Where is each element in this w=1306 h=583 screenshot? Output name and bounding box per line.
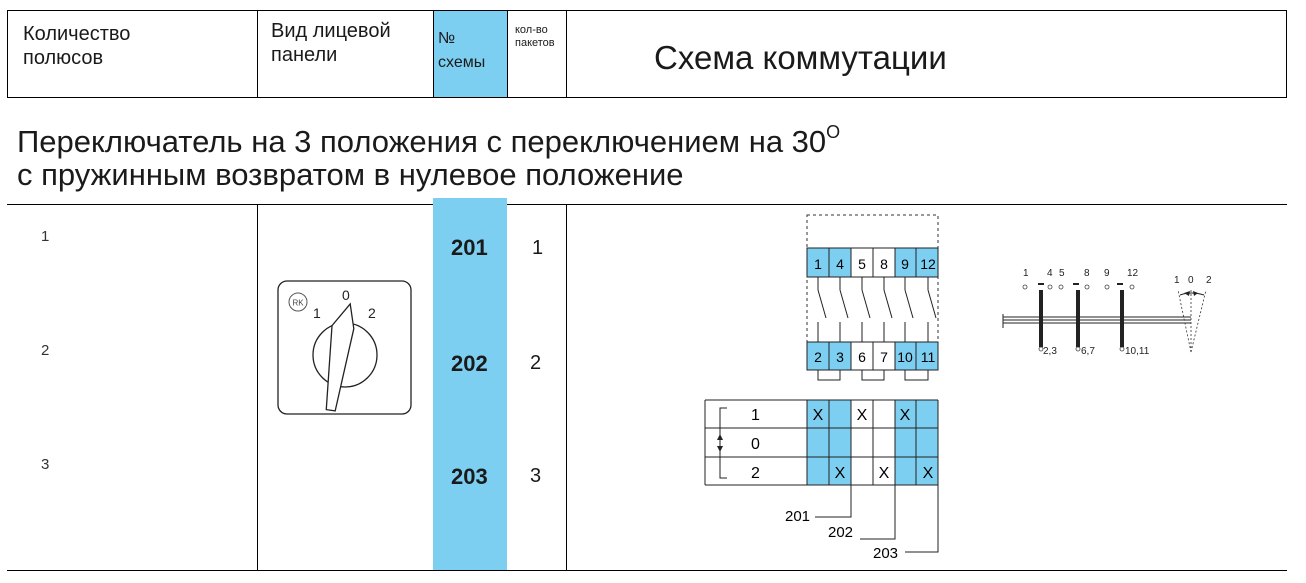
terminal-bottom-2: 3: [836, 349, 844, 365]
switching-diagram: [700, 210, 960, 570]
side-top-8: 8: [1084, 268, 1090, 279]
header-packets: кол-во пакетов: [515, 24, 555, 49]
terminal-bottom-1: 2: [814, 349, 822, 365]
terminal-top-4: 8: [880, 256, 888, 272]
terminal-top-6: 12: [920, 256, 936, 272]
cam-diagram: [998, 262, 1238, 372]
position-0-label: 0: [751, 436, 760, 453]
panel-logo: RK: [292, 298, 304, 308]
header-switching: Схема коммутации: [654, 39, 947, 76]
side-top-5: 5: [1059, 268, 1065, 279]
switch-title-line1: Переключатель на 3 положения с переключением на $30^O$: [17, 122, 841, 159]
panel-pos-center: 0: [342, 287, 350, 303]
side-top-4: 4: [1047, 268, 1053, 279]
mark-r2-c2: X: [834, 465, 846, 482]
legend-202: 202: [828, 524, 854, 541]
legend-203: 203: [873, 545, 899, 562]
side-top-9: 9: [1104, 268, 1110, 279]
degree-sign: O: [826, 122, 841, 142]
mark-r2-c6: X: [922, 465, 934, 482]
top-terminals: [807, 248, 938, 277]
header-poles: Количество полюсов: [23, 23, 131, 69]
terminal-top-5: 9: [901, 256, 909, 272]
angle-label-2: 2: [1206, 275, 1212, 286]
mark-r2-c4: X: [878, 465, 890, 482]
front-panel-drawing: [270, 275, 420, 420]
poles-row-3: 3: [41, 456, 50, 473]
bottom-terminals: [807, 342, 938, 370]
switch-title-line2: с пружинным возвратом в нулевое положение: [17, 157, 684, 192]
side-top-12: 12: [1127, 268, 1139, 279]
header-panel: Вид лицевой панели: [271, 20, 391, 66]
packets-row-1: 1: [532, 237, 544, 259]
side-bottom-2: 6,7: [1081, 346, 1095, 357]
terminal-top-2: 4: [836, 256, 844, 272]
packets-row-3: 3: [530, 465, 542, 487]
angle-label-1: 1: [1174, 275, 1180, 286]
position-2-label: 2: [751, 465, 760, 482]
mark-r1-c1: X: [812, 407, 824, 424]
legend-201: 201: [785, 508, 811, 525]
panel-pos-left: 1: [313, 305, 321, 321]
panel-pos-right: 2: [368, 305, 376, 321]
terminal-bottom-5: 10: [897, 349, 913, 365]
scheme-number-201: 201: [451, 235, 488, 260]
mark-r1-c3: X: [856, 407, 868, 424]
terminal-top-3: 5: [858, 256, 866, 272]
angle-label-0: 0: [1188, 275, 1194, 286]
scheme-number-203: 203: [451, 464, 488, 489]
scheme-number-202: 202: [451, 351, 488, 376]
poles-row-1: 1: [41, 228, 50, 245]
side-bottom-1: 2,3: [1043, 346, 1057, 357]
side-bottom-3: 10,11: [1125, 346, 1150, 357]
packets-row-2: 2: [530, 352, 542, 374]
terminal-bottom-4: 7: [880, 349, 888, 365]
side-top-1: 1: [1023, 268, 1029, 279]
terminal-bottom-3: 6: [858, 349, 866, 365]
terminal-bottom-6: 11: [920, 349, 936, 365]
header-scheme-no: № схемы: [438, 30, 486, 71]
poles-row-2: 2: [41, 342, 50, 359]
terminal-top-1: 1: [814, 256, 822, 272]
mark-r1-c5: X: [899, 407, 911, 424]
position-1-label: 1: [751, 407, 760, 424]
